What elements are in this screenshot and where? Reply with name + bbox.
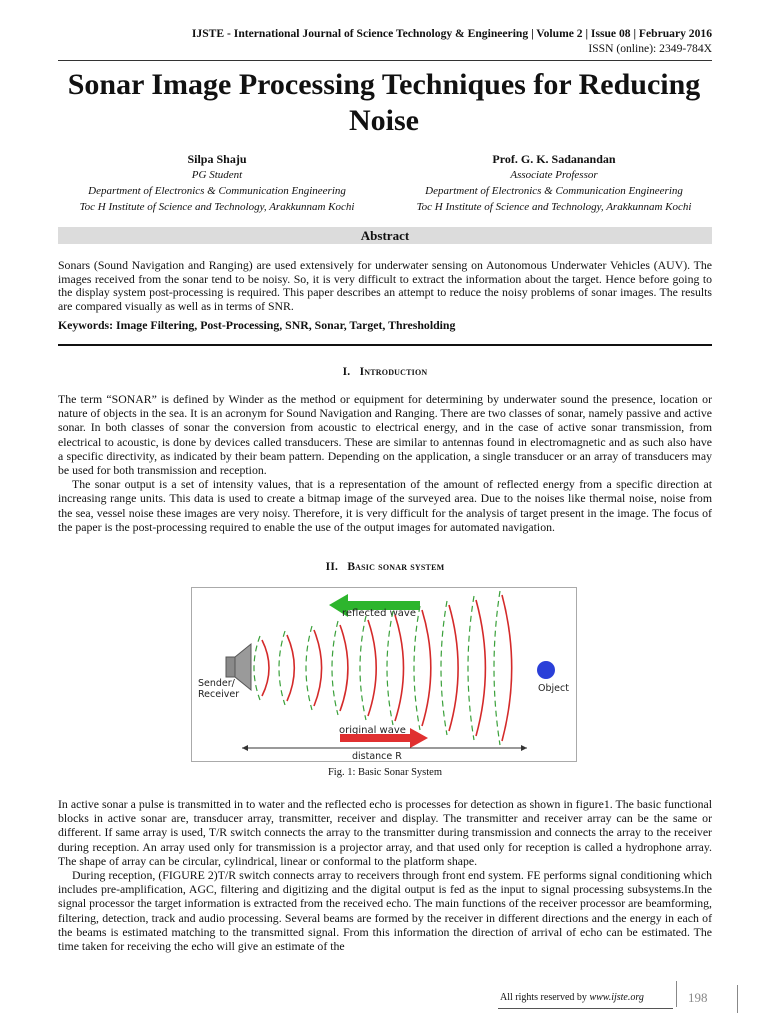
abstract-text: Sonars (Sound Navigation and Ranging) are used extensively for underwater sensing on Autonomous Underwater Vehicles (AUV). The images received from the sonar tend to be noisy. So, it is very difficult to extract the information about the target. Hence before going to the display system post-processing is required. This paper describes an attempt to reduce the noisy problems of sonar images. The results are compared visually as well as in terms of SNR.: [58, 258, 712, 313]
reflected-wave-arc: [254, 636, 260, 700]
paragraph: In active sonar a pulse is transmitted in to water and the reflected echo is processes for detection as shown in figure1. The basic functional blocks in active sonar are, transducer array, transmitter, receiver and display. The transmitter and receiver array can be the same or different. If same array is used, T/R switch connects the array to the transmitter during transmission and connects the array to the receiver during reception. An array used only for transmission is a projector array, and that used only for reception is called a hydrophone array. The shape of array can be circular, cylindrical, linear or conformal to the platform shape.: [58, 797, 712, 868]
outgoing-wave-arc: [476, 600, 485, 736]
sender-label: Sender/: [198, 678, 235, 689]
section-number: II.: [325, 561, 339, 573]
reflected-wave-arc: [441, 601, 447, 735]
outgoing-wave-arc: [395, 615, 404, 721]
paragraph: The term “SONAR” is defined by Winder as the method or equipment for determining by underwater sound the presence, location or nature of objects in the sea. It is an acronym for Sound Navigation and Ranging. There are two classes of sonar, namely passive and active sonar. In both classes of sonar the conversion from acoustic to electrical energy, and in the case of active sonar transmission, from electrical to acoustic, is done by devices called transducers. These are similar to antennas found in electromagnetic and as such also have a specific directivity, as indicated by their beam pattern. Depending on the application, a single transducer or an array of transducers may be used for both transmission and reception.: [58, 392, 712, 478]
outgoing-wave-arc: [314, 630, 322, 706]
title-line-2: Noise: [349, 104, 419, 137]
author-department: Department of Electronics & Communication Engineering: [88, 185, 346, 197]
footer-url-link[interactable]: www.ijste.org: [589, 992, 644, 1003]
footer-rights: All rights reserved by: [500, 992, 587, 1003]
reflected-wave-arc: [332, 621, 338, 715]
footer-divider: [676, 981, 677, 1007]
reflected-wave-arc: [387, 611, 393, 725]
receiver-label: Receiver: [198, 689, 240, 700]
object-icon: [537, 661, 555, 679]
journal-line: IJSTE - International Journal of Science Technology & Engineering | Volume 2 | Issue 08 | February 2016: [191, 27, 712, 40]
keywords: Keywords: Image Filtering, Post-Processing, SNR, Sonar, Target, Thresholding: [58, 318, 456, 332]
footer: [500, 992, 675, 1003]
journal-header: [60, 26, 712, 56]
section-title: Introduction: [359, 366, 428, 378]
outgoing-wave-arc: [340, 625, 348, 711]
reflected-wave-arc: [360, 616, 366, 720]
reflected-wave-arc: [468, 596, 474, 740]
author-block-2: [386, 151, 722, 215]
author-name: Silpa Shaju: [187, 152, 247, 166]
reflected-wave-arc: [414, 606, 420, 730]
reflected-wave-arc: [494, 591, 500, 745]
section-title: Basic sonar system: [347, 561, 445, 573]
abstract-rule: [58, 344, 712, 346]
original-wave-label: original wave: [339, 725, 406, 736]
sonar-figure: [191, 587, 577, 762]
introduction-body: [58, 392, 712, 534]
page-number: 198: [688, 990, 708, 1005]
distance-label: distance R: [352, 751, 402, 761]
paragraph: The sonar output is a set of intensity values, that is a representation of the amount of reflected energy from a specific direction at increasing range units. This data is used to create a bitmap image of the surveyed area. Due to the noises like thermal noise, noise from the sea, vessel noise these images are very noisy. Therefore, it is very difficult for the analysis of target present in the image. The focus of the paper is the post-processing required to enable the use of the output images for automated navigation.: [58, 477, 712, 534]
figure-caption: Fig. 1: Basic Sonar System: [327, 767, 443, 778]
distance-arrow-left-icon: [242, 745, 248, 751]
reflected-wave-label: reflected wave: [342, 608, 416, 619]
distance-arrow-right-icon: [521, 745, 527, 751]
outgoing-wave-arc: [449, 605, 458, 731]
reflected-wave-arc: [306, 626, 312, 710]
outgoing-wave-arc: [368, 620, 376, 716]
author-role: Associate Professor: [510, 169, 598, 181]
outgoing-wave-arc: [262, 640, 269, 696]
author-block-1: [58, 151, 376, 215]
basic-sonar-body: [58, 797, 712, 953]
header-rule: [58, 60, 712, 61]
paper-title: [40, 67, 728, 139]
outgoing-wave-arc: [422, 610, 431, 726]
reflected-wave-arc: [279, 631, 285, 705]
author-role: PG Student: [191, 169, 243, 181]
footer-rule: [498, 1008, 673, 1009]
object-label: Object: [538, 683, 569, 694]
abstract-heading: Abstract: [58, 227, 712, 244]
outgoing-wave-arc: [502, 595, 512, 741]
issn: ISSN (online): 2349-784X: [588, 42, 712, 55]
author-name: Prof. G. K. Sadanandan: [492, 152, 616, 166]
section-heading-introduction: [58, 366, 712, 378]
title-line-1: Sonar Image Processing Techniques for Reducing: [67, 68, 701, 101]
author-institution: Toc H Institute of Science and Technology, Arakkunnam Kochi: [79, 201, 355, 213]
outgoing-wave-arc: [287, 635, 294, 701]
section-heading-basic-sonar: [58, 561, 712, 573]
sonar-diagram: [192, 588, 576, 761]
paragraph: During reception, (FIGURE 2)T/R switch connects array to receivers through front end system. FE performs signal conditioning which includes pre-amplification, AGC, filtering and digitizing and the digital output is fed as the input to signal processing subsystems.In the signal processor the target information is extracted from the received echo. The main functions of the receiver processor are beamforming, filtering, detection, track and audio processing. Several beams are formed by the receiver in different directions and the energy in each of the beams is estimated matching to the transmitted signal. From this information the direction of arrival of echo can be estimated. The time taken for receiving the echo will give an estimate of the: [58, 868, 712, 954]
section-number: I.: [342, 366, 351, 378]
footer-divider: [737, 985, 738, 1013]
author-institution: Toc H Institute of Science and Technology, Arakkunnam Kochi: [416, 201, 692, 213]
author-department: Department of Electronics & Communication Engineering: [425, 185, 683, 197]
